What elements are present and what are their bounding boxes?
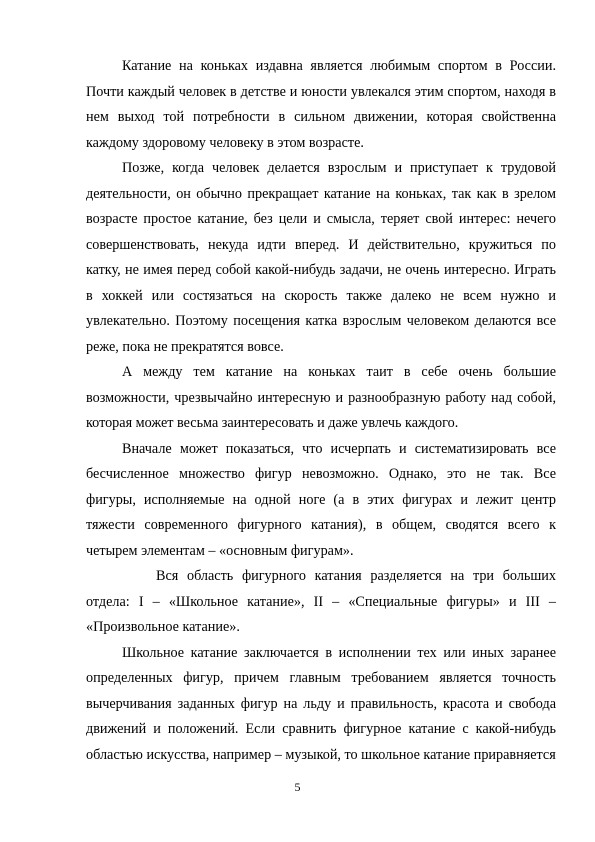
body-text (86, 54, 556, 768)
paragraph: Вначале может показаться, что исчерпать и систематизировать все бесчисленное множество фигур невозможно. Однако, это не так. Все фигуры, исполняемые на одной ноге (а в этих фигурах и лежит центр тяжести современного фигурного катания), в общем, сводятся всего к четырем элементам – «основным фигурам». (86, 440, 556, 559)
page-number: 5 (294, 780, 301, 794)
paragraph: Вся область фигурного катания разделяется на три больших отдела: I – «Школьное катание», II – «Специальные фигуры» и III – «Произвольное катание». (86, 568, 556, 635)
paragraph: Школьное катание заключается в исполнении тех или иных заранее определенных фигур, причем главным требованием является точность вычерчивания заданных фигур на льду и правильность, красота и свобода движений и положений. Если сравнить фигурное катание с какой-нибудь областью искусства, например – музыкой, то школьное катание приравняется (86, 644, 556, 763)
paragraph: Катание на коньках издавна является любимым спортом в России. Почти каждый человек в детстве и юности увлекался этим спортом, находя в нем выход той потребности в сильном движении, которая свойственна каждому здоровому человеку в этом возрасте. (86, 58, 556, 151)
paragraph: А между тем катание на коньках таит в себе очень большие возможности, чрезвычайно интересную и разнообразную работу над собой, которая может весьма заинтересовать и даже увлечь каждого. (86, 364, 556, 431)
paragraph: Позже, когда человек делается взрослым и приступает к трудовой деятельности, он обычно прекращает катание на коньках, так как в зрелом возрасте простое катание, без цели и смысла, теряет свой интерес: нечего совершенствовать, некуда идти вперед. И действительно, кружиться по катку, не имея перед собой какой-нибудь задачи, не очень интересно. Играть в хоккей или состязаться на скорость также далеко не всем нужно и увлекательно. Поэтому посещения катка взрослым человеком делаются все реже, пока не прекратятся вовсе. (86, 160, 556, 355)
